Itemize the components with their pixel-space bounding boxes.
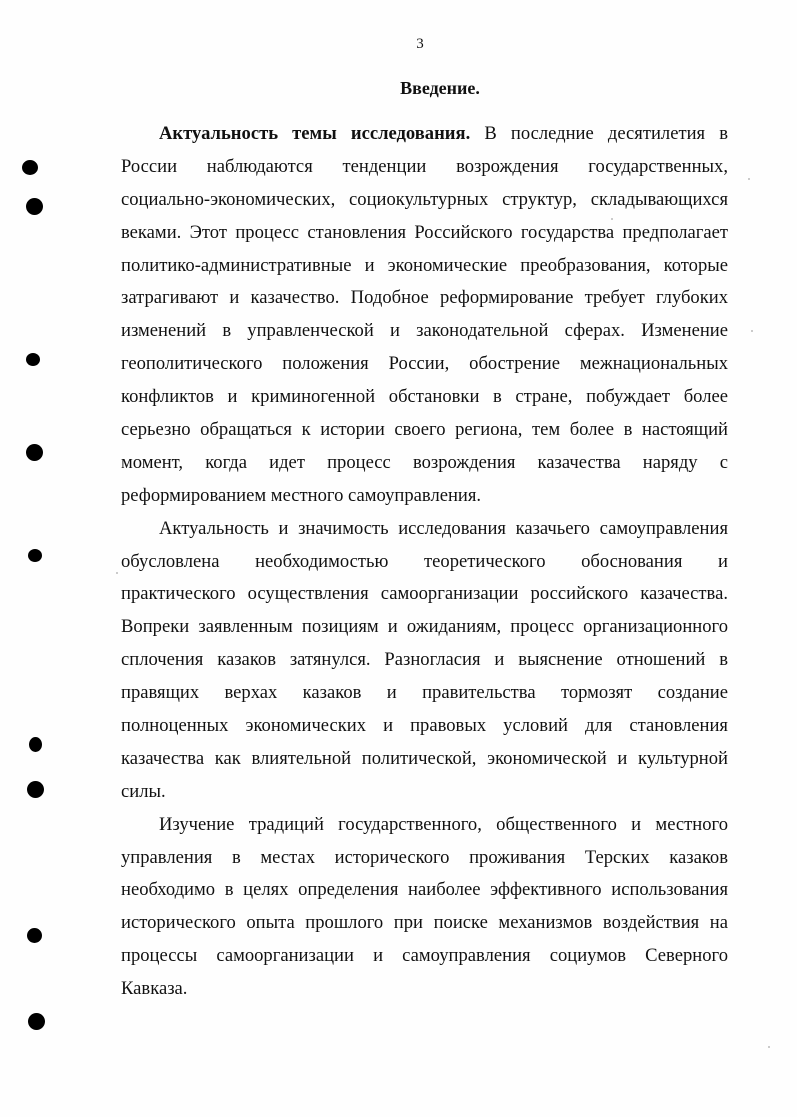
binding-hole <box>29 737 42 752</box>
text-line: управления в местах исторического проживания Терских казаков <box>121 846 728 868</box>
text-line: необходимо в целях определения наиболее эффективного использования <box>121 879 728 901</box>
binding-hole <box>22 160 38 175</box>
text-line: силы. <box>121 780 166 802</box>
text-line: обусловлена необходимостью теоретического обоснования и <box>121 550 728 572</box>
text-line: реформированием местного самоуправления. <box>121 484 482 506</box>
binding-hole <box>26 444 43 461</box>
text-line: политико-административные и экономические преобразования, которые <box>121 254 728 276</box>
binding-hole <box>26 198 43 215</box>
body-text <box>121 118 728 1006</box>
scan-speck <box>748 178 750 180</box>
text-line: момент, когда идет процесс возрождения казачества наряду с <box>121 451 728 473</box>
scan-speck <box>751 330 753 332</box>
text-line: правящих верхах казаков и правительства тормозят создание <box>121 682 728 704</box>
paragraph-relevance <box>121 118 728 513</box>
binding-hole <box>28 549 42 562</box>
scan-speck <box>116 572 118 574</box>
binding-hole <box>27 928 42 943</box>
text-line: затрагивают и казачество. Подобное реформирование требует глубоких <box>121 287 728 309</box>
text-line: изменений в управленческой и законодательной сферах. Изменение <box>121 320 728 342</box>
scan-speck <box>768 1046 770 1048</box>
paragraph-traditions <box>121 809 728 1006</box>
text-line: полноценных экономических и правовых условий для становления <box>121 715 728 737</box>
page-number: 3 <box>416 36 424 52</box>
paragraph-significance <box>121 513 728 809</box>
binding-hole <box>27 781 44 798</box>
text-line: Вопреки заявленным позициям и ожиданиям, процесс организационного <box>121 616 728 638</box>
text-line: России наблюдаются тенденции возрождения государственных, <box>121 155 728 177</box>
text-line: практического осуществления самоорганизации российского казачества. <box>121 583 728 605</box>
text-line: Кавказа. <box>121 978 188 1000</box>
scan-speck <box>611 218 613 220</box>
binding-hole <box>28 1013 45 1030</box>
text-line: Изучение традиций государственного, общественного и местного <box>159 813 728 835</box>
text-line: геополитического положения России, обострение межнациональных <box>121 353 728 375</box>
bold-lead-in: Актуальность темы исследования. <box>159 123 471 144</box>
text-line: Актуальность и значимость исследования казачьего самоуправления <box>159 517 728 539</box>
text-line: веками. Этот процесс становления Российского государства предполагает <box>121 221 728 243</box>
text-line: исторического опыта прошлого при поиске механизмов воздействия на <box>121 912 728 934</box>
text-line: сплочения казаков затянулся. Разногласия и выяснение отношений в <box>121 649 728 671</box>
text-line: казачества как влиятельной политической, экономической и культурной <box>121 747 728 769</box>
binding-hole <box>26 353 40 366</box>
text-line: конфликтов и криминогенной обстановки в стране, побуждает более <box>121 386 728 408</box>
text-line: социально-экономических, социокультурных структур, складывающихся <box>121 188 728 210</box>
text-line: серьезно обращаться к истории своего региона, тем более в настоящий <box>121 419 728 441</box>
text-line: Актуальность темы исследования. В последние десятилетия в <box>159 123 728 144</box>
text-line: процессы самоорганизации и самоуправления социумов Северного <box>121 945 728 967</box>
section-heading: Введение. <box>400 78 480 98</box>
